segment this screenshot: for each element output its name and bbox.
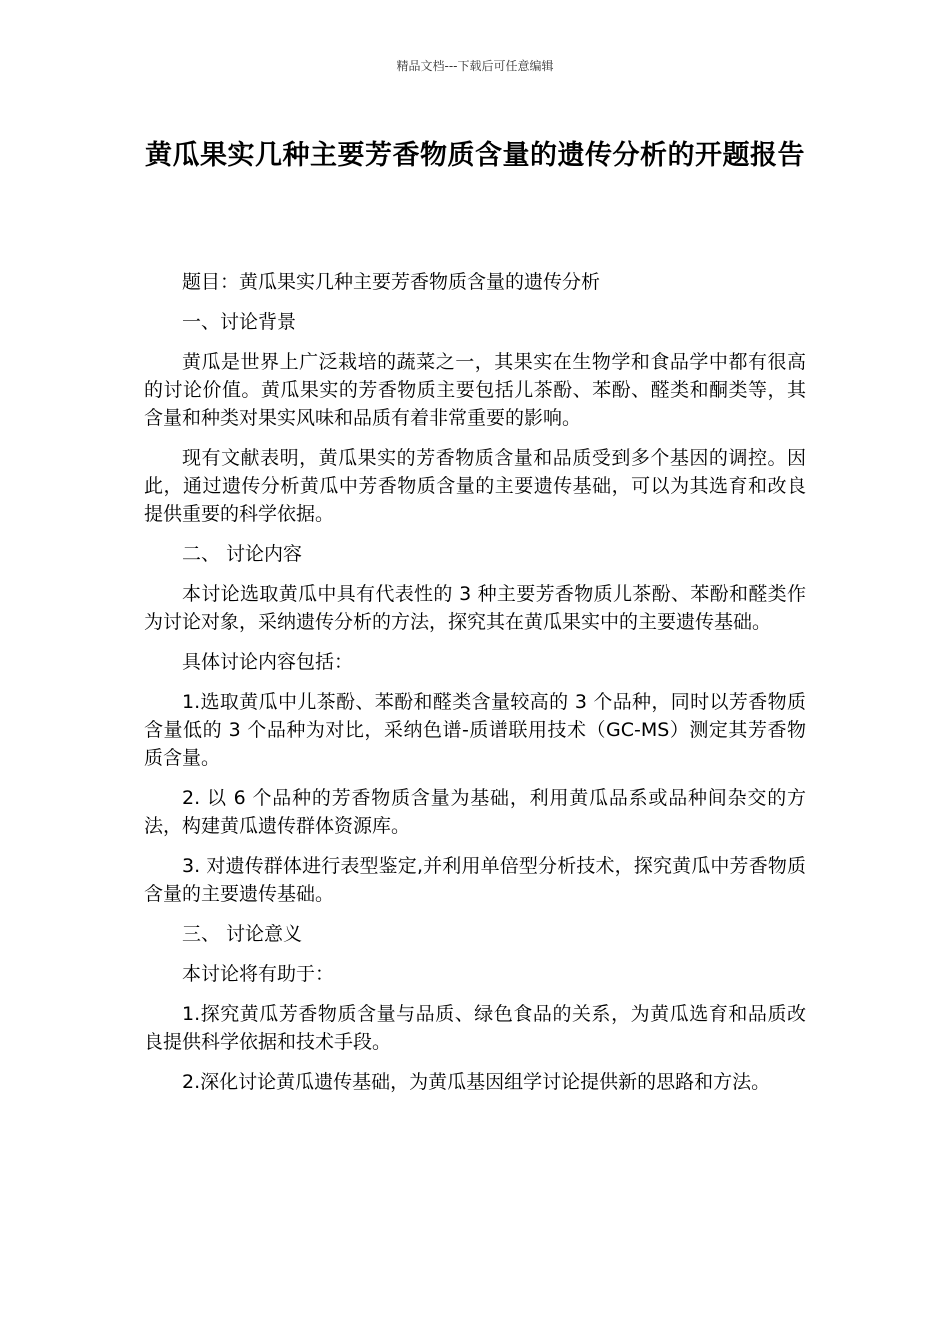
section-heading-significance: 三、 讨论意义	[182, 923, 303, 945]
document-title: 黄瓜果实几种主要芳香物质含量的遗传分析的开题报告	[145, 140, 805, 171]
significance-item-1: 1.探究黄瓜芳香物质含量与品质、绿色食品的关系，为黄瓜选育和品质改良提供科学依据和技术手段。	[144, 1003, 806, 1053]
header-note: 精品文档---下载后可任意编辑	[396, 59, 554, 73]
content-item-3: 3. 对遗传群体进行表型鉴定,并利用单倍型分析技术，探究黄瓜中芳香物质含量的主要遗传基础。	[144, 855, 806, 905]
significance-intro: 本讨论将有助于：	[182, 963, 335, 985]
section-heading-background: 一、讨论背景	[182, 311, 297, 333]
significance-item-2: 2.深化讨论黄瓜遗传基础，为黄瓜基因组学讨论提供新的思路和方法。	[182, 1071, 771, 1093]
section-heading-content: 二、 讨论内容	[182, 543, 303, 565]
document-body	[144, 268, 806, 1108]
content-intro: 具体讨论内容包括：	[182, 651, 354, 673]
topic-line: 题目：黄瓜果实几种主要芳香物质含量的遗传分析	[182, 271, 601, 293]
background-paragraph-1: 黄瓜是世界上广泛栽培的蔬菜之一，其果实在生物学和食品学中都有很高的讨论价值。黄瓜果实的芳香物质主要包括儿茶酚、苯酚、醛类和酮类等，其含量和种类对果实风味和品质有着非常重要的影响。	[144, 351, 806, 429]
content-item-2: 2. 以 6 个品种的芳香物质含量为基础，利用黄瓜品系或品种间杂交的方法，构建黄瓜遗传群体资源库。	[144, 787, 806, 837]
background-paragraph-2: 现有文献表明，黄瓜果实的芳香物质含量和品质受到多个基因的调控。因此，通过遗传分析黄瓜中芳香物质含量的主要遗传基础，可以为其选育和改良提供重要的科学依据。	[144, 447, 806, 525]
content-paragraph-1: 本讨论选取黄瓜中具有代表性的 3 种主要芳香物质儿茶酚、苯酚和醛类作为讨论对象，采纳遗传分析的方法，探究其在黄瓜果实中的主要遗传基础。	[144, 583, 806, 633]
content-item-1: 1.选取黄瓜中儿茶酚、苯酚和醛类含量较高的 3 个品种，同时以芳香物质含量低的 3 个品种为对比，采纳色谱-质谱联用技术（GC-MS）测定其芳香物质含量。	[144, 691, 806, 769]
